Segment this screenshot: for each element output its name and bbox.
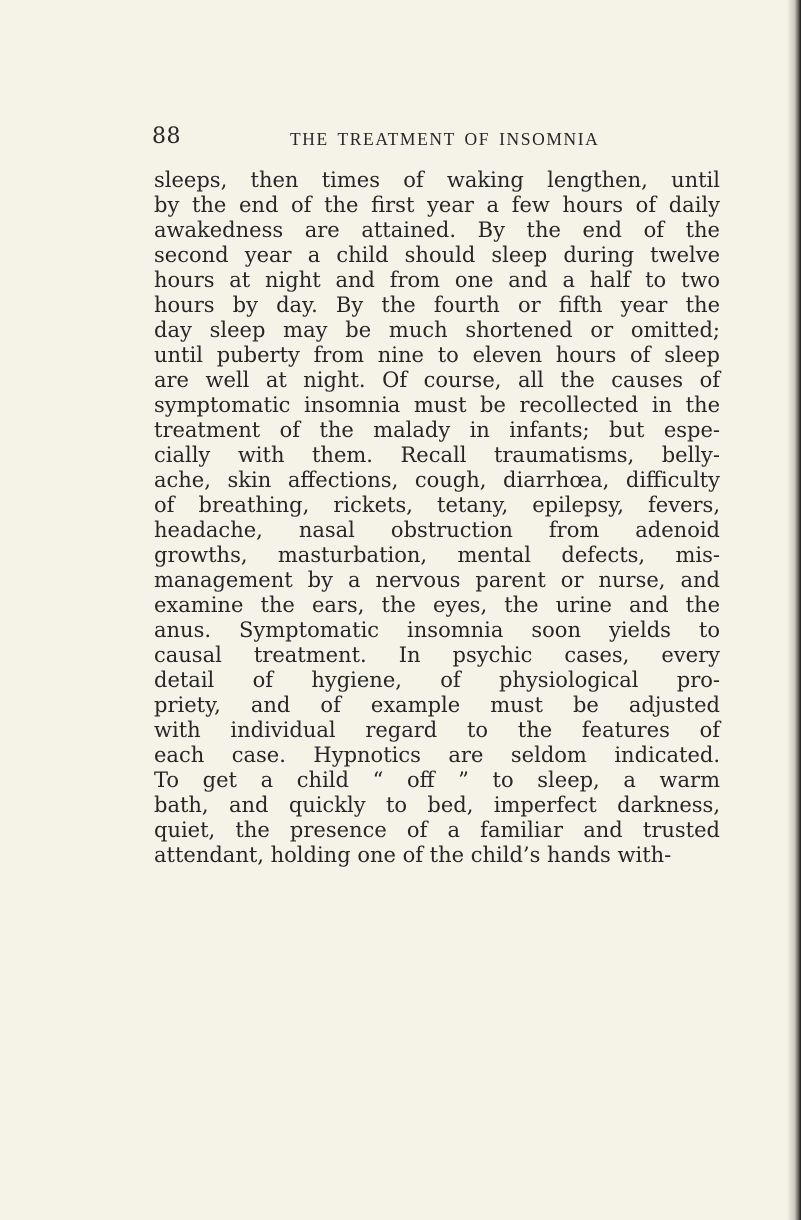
text-line: symptomatic insomnia must be recollected in the — [154, 393, 720, 417]
text-line: management by a nervous parent or nurse, and — [154, 568, 720, 592]
body-paragraph — [154, 168, 720, 868]
text-line: attendant, holding one of the child’s hands with- — [154, 843, 672, 867]
text-line: hours by day. By the fourth or fifth year the — [154, 293, 720, 317]
page-number: 88 — [152, 124, 181, 149]
text-line: cially with them. Recall traumatisms, belly- — [154, 443, 720, 467]
text-line: day sleep may be much shortened or omitted; — [154, 318, 720, 342]
text-line: examine the ears, the eyes, the urine and the — [154, 593, 720, 617]
text-line: with individual regard to the features of — [154, 718, 720, 742]
text-line: are well at night. Of course, all the causes of — [154, 368, 720, 392]
text-line: treatment of the malady in infants; but espe- — [154, 418, 720, 442]
text-line: each case. Hypnotics are seldom indicated. — [154, 743, 720, 767]
text-line: causal treatment. In psychic cases, every — [154, 643, 720, 667]
text-line: by the end of the first year a few hours of daily — [154, 193, 720, 217]
text-line: sleeps, then times of waking lengthen, until — [154, 168, 720, 192]
text-line: of breathing, rickets, tetany, epilepsy, fevers, — [154, 493, 720, 517]
text-line: priety, and of example must be adjusted — [154, 693, 720, 717]
text-line: until puberty from nine to eleven hours of sleep — [154, 343, 720, 367]
running-title: THE TREATMENT OF INSOMNIA — [290, 129, 600, 149]
text-line: ache, skin affections, cough, diarrhœa, difficulty — [154, 468, 720, 492]
text-line: awakedness are attained. By the end of the — [154, 218, 720, 242]
text-line: quiet, the presence of a familiar and trusted — [154, 818, 720, 842]
text-line: second year a child should sleep during twelve — [154, 243, 720, 267]
text-line: bath, and quickly to bed, imperfect darkness, — [154, 793, 720, 817]
text-line: hours at night and from one and a half to two — [154, 268, 720, 292]
text-line: detail of hygiene, of physiological pro- — [154, 668, 720, 692]
text-line: anus. Symptomatic insomnia soon yields to — [154, 618, 720, 642]
text-line: growths, masturbation, mental defects, mis- — [154, 543, 720, 567]
page-edge-shadow — [787, 0, 801, 1220]
text-line: headache, nasal obstruction from adenoid — [154, 518, 720, 542]
text-line: To get a child “ off ” to sleep, a warm — [154, 768, 720, 792]
